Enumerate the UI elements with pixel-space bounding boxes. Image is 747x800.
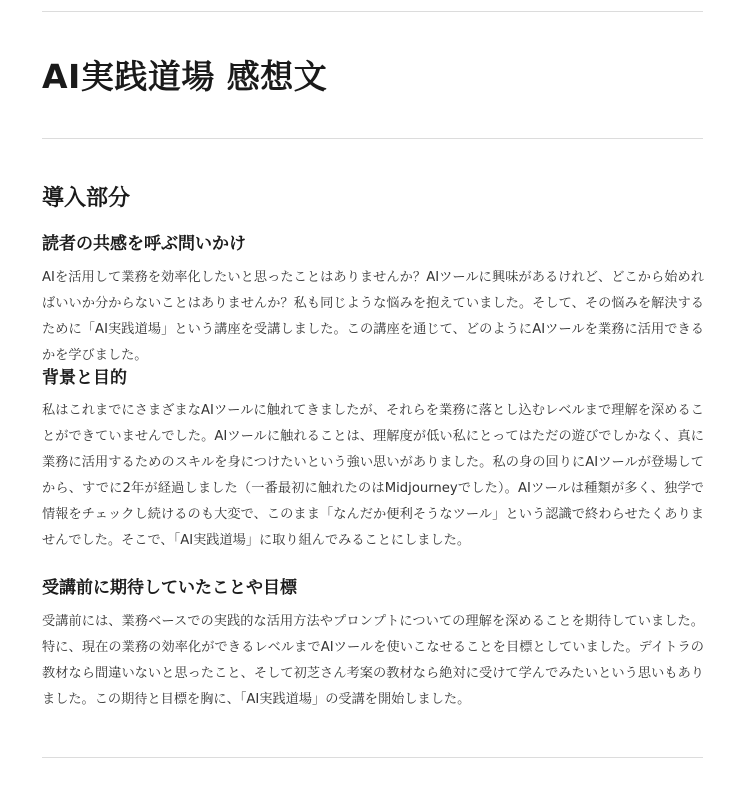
paragraph-question: AIを活用して業務を効率化したいと思ったことはありませんか？AIツールに興味があるけれど、どこから始めればいいか分からないことはありませんか？私も同じような悩みを抱えていました。そして、その悩みを解決するために「AI実践道場」という講座を受講しました。この講座を通じて、どのようにAIツールを業務に活用できるかを学びました。 — [42, 270, 704, 363]
title-divider — [42, 138, 703, 139]
subsection-heading-expectations: 受講前に期待していたことや目標 — [42, 578, 297, 598]
top-divider — [42, 11, 703, 12]
bottom-divider — [42, 757, 703, 758]
paragraph-background: 私はこれまでにさまざまなAIツールに触れてきましたが、それらを業務に落とし込むレベルまで理解を深めることができていませんでした。AIツールに触れることは、理解度が低い私にとってはただの遊びでしかなく、真に業務に活用するためのスキルを身につけたいという強い思いがありました。私の身の回りにAIツールが登場してから、すでに2年が経過しました（一番最初に触れたのはMidjourneyでした）。AIツールは種類が多く、独学で情報をチェックし続けるのも大変で、このまま「なんだか便利そうなツール」という認識で終わらせたくありませんでした。そこで、「AI実践道場」に取り組んでみることにしました。 — [42, 403, 704, 548]
section-heading: 導入部分 — [42, 186, 131, 211]
subsection-heading-question: 読者の共感を呼ぶ問いかけ — [42, 234, 246, 254]
subsection-heading-background: 背景と目的 — [42, 368, 127, 388]
page-title: AI実践道場 感想文 — [42, 57, 328, 96]
paragraph-expectations: 受講前には、業務ベースでの実践的な活用方法やプロンプトについての理解を深めることを期待していました。特に、現在の業務の効率化ができるレベルまでAIツールを使いこなせることを目標としていました。デイトラの教材なら間違いないと思ったこと、そして初芝さん考案の教材なら絶対に受けて学んでみたいという思いもありました。この期待と目標を胸に、「AI実践道場」の受講を開始しました。 — [42, 614, 704, 707]
